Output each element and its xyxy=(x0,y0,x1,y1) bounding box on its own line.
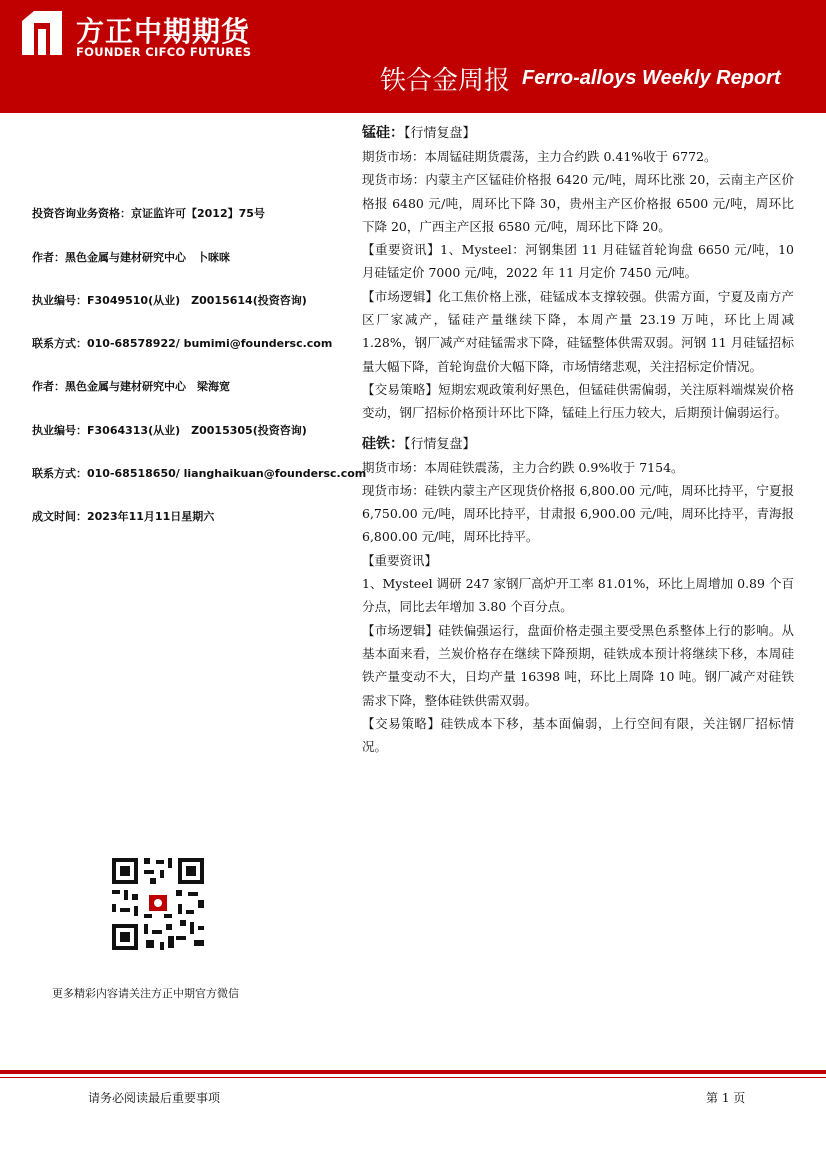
footer-divider-thin xyxy=(0,1077,826,1078)
author-2: 作者：黑色金属与建材研究中心 梁海宽 xyxy=(32,380,230,393)
license-number-2: 执业编号：F3064313(从业) Z0015305(投资咨询) xyxy=(32,424,307,437)
ferrosilicon-logic: 【市场逻辑】硅铁偏强运行，盘面价格走强主要受黑色系整体上行的影响。从基本面来看，兰炭价格存在继续下降预期，硅铁成本预计将继续下移，本周硅铁产量变动不大，日均产量 16398 吨，环比上周降 10 吨。钢厂减产对硅铁需求下降，整体硅铁供需双弱。 xyxy=(362,622,794,708)
manganese-section-title xyxy=(362,122,794,145)
manganese-subtitle: 【行情复盘】 xyxy=(404,126,476,141)
report-header xyxy=(0,0,826,113)
license-number-1: 执业编号：F3049510(从业) Z0015614(投资咨询) xyxy=(32,294,307,307)
manganese-title: 锰硅： xyxy=(362,125,404,141)
logo-english-name: FOUNDER CIFCO FUTURES xyxy=(76,45,252,59)
report-date: 成文时间：2023年11月11日星期六 xyxy=(32,510,215,523)
manganese-logic: 【市场逻辑】化工焦价格上涨，硅锰成本支撑较强。供需方面，宁夏及南方产区厂家减产，锰硅产量继续下降，本周产量 23.19 万吨，环比上周减 1.28%，钢厂减产对硅锰需求下降，硅锰整体供需双弱。河钢 11 月硅锰招标量大幅下降，首轮询盘价大幅下降，市场情绪悲观，关注招标定价情况。 xyxy=(362,288,794,374)
qr-caption: 更多精彩内容请关注方正中期官方微信 xyxy=(52,987,239,1000)
ferrosilicon-section-title xyxy=(362,433,794,456)
contact-2: 联系方式：010-68518650/ lianghaikuan@foundersc.com xyxy=(32,467,367,480)
ferrosilicon-strategy: 【交易策略】硅铁成本下移，基本面偏弱，上行空间有限，关注钢厂招标情况。 xyxy=(362,715,794,755)
report-body xyxy=(362,122,794,758)
license-text: 投资咨询业务资格：京证监许可【2012】75号 xyxy=(32,207,265,220)
ferrosilicon-news: 1、Mysteel 调研 247 家钢厂高炉开工率 81.01%，环比上周增加 0.89 个百分点，同比去年增加 3.80 个百分点。 xyxy=(362,576,794,615)
manganese-strategy: 【交易策略】短期宏观政策利好黑色，但锰硅供需偏弱，关注原料端煤炭价格变动，钢厂招标价格预计环比下降，锰硅上行压力较大，后期预计偏弱运行。 xyxy=(362,381,794,421)
manganese-spot: 现货市场：内蒙主产区锰硅价格报 6420 元/吨，周环比涨 20，云南主产区价格报 6480 元/吨，周环比下降 30，贵州主产区价格报 6500 元/吨，周环比下降 20，广西主产区报 6580 元/吨，周环比下降 20。 xyxy=(362,172,794,234)
ferrosilicon-news-title: 【重要资讯】 xyxy=(362,552,438,568)
ferrosilicon-title: 硅铁： xyxy=(362,435,404,452)
ferrosilicon-subtitle: 【行情复盘】 xyxy=(404,436,476,452)
report-title-en: Ferro-alloys Weekly Report xyxy=(522,67,781,89)
ferrosilicon-spot: 现货市场：硅铁内蒙主产区现货价格报 6,800.00 元/吨，周环比持平，宁夏报 6,750.00 元/吨，周环比持平，甘肃报 6,900.00 元/吨，周环比持平，青海报 6,800.00 元/吨，周环比持平。 xyxy=(362,482,794,545)
contact-1: 联系方式：010-68578922/ bumimi@foundersc.com xyxy=(32,337,333,350)
footer-notice: 请务必阅读最后重要事项 xyxy=(88,1091,221,1105)
manganese-futures: 期货市场：本周锰硅期货震荡，主力合约跌 0.41%收于 6772。 xyxy=(362,149,717,164)
founder-logo-icon xyxy=(22,11,62,55)
page-number: 第 1 页 xyxy=(706,1091,746,1105)
wechat-qr-code-icon xyxy=(110,856,206,952)
author-1: 作者：黑色金属与建材研究中心 卜咪咪 xyxy=(32,251,230,264)
logo-chinese-name: 方正中期期货 xyxy=(76,15,251,48)
report-title-cn: 铁合金周报 xyxy=(380,66,511,96)
footer-divider-thick xyxy=(0,1070,826,1074)
report-title xyxy=(380,60,781,97)
ferrosilicon-futures: 期货市场：本周硅铁震荡，主力合约跌 0.9%收于 7154。 xyxy=(362,459,684,475)
manganese-news: 【重要资讯】1、Mysteel：河钢集团 11 月硅锰首轮询盘 6650 元/吨，10 月硅锰定价 7000 元/吨，2022 年 11 月定价 7450 元/吨。 xyxy=(362,242,794,281)
